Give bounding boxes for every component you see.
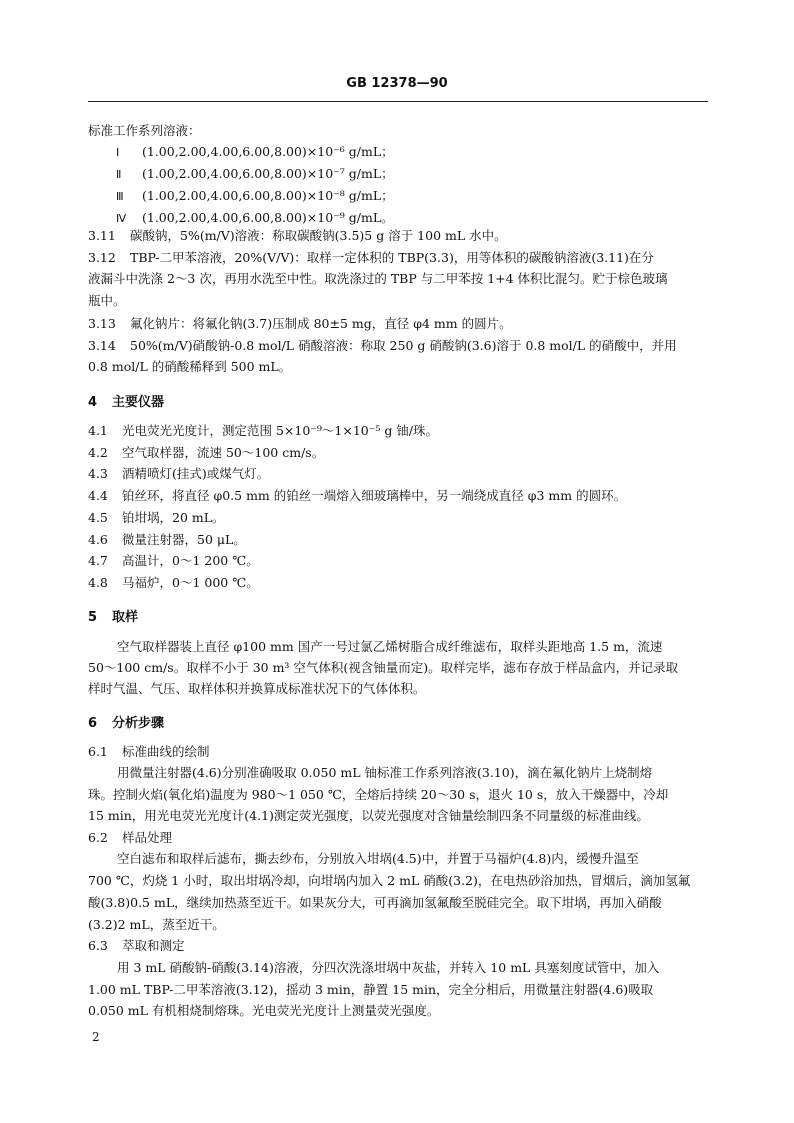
paragraph-line: 空白滤布和取样后滤布，撕去纱布，分别放入坩埚(4.5)中，并置于马福炉(4.8)内，缓慢升温至 (117, 852, 639, 866)
section-heading-4 (88, 395, 164, 410)
clause-4-7 (88, 554, 708, 568)
page-number: 2 (92, 1030, 100, 1044)
clause-text: 光电荧光光度计，测定范围 5×10⁻⁹～1×10⁻⁵ g 铀/珠。 (122, 424, 439, 438)
clause-4-3 (88, 467, 708, 481)
series-values: (1.00,2.00,4.00,6.00,8.00)×10⁻⁸ g/mL； (142, 189, 394, 203)
roman-numeral: Ⅰ (116, 146, 120, 159)
clause-text: 微量注射器，50 μL。 (122, 533, 246, 547)
clause-number: 3.14 (88, 339, 116, 353)
series-values: (1.00,2.00,4.00,6.00,8.00)×10⁻⁹ g/mL。 (142, 211, 394, 225)
roman-numeral: Ⅳ (116, 212, 127, 225)
series-values: (1.00,2.00,4.00,6.00,8.00)×10⁻⁶ g/mL； (142, 145, 394, 159)
std-series-row (88, 167, 708, 182)
clause-number: 4.5 (88, 511, 108, 525)
section-number: 5 (88, 610, 98, 625)
header-rule (88, 101, 708, 102)
series-values: (1.00,2.00,4.00,6.00,8.00)×10⁻⁷ g/mL； (142, 167, 394, 181)
clause-text: 铂坩埚，20 mL。 (122, 511, 225, 525)
subsection-title: 样品处理 (122, 831, 173, 845)
section-title: 分析步骤 (112, 716, 165, 731)
paragraph-line: 用 3 mL 硝酸钠-硝酸(3.14)溶液，分四次洗涤坩埚中灰盐，并转入 10 mL 具塞刻度试管中，加入 (117, 961, 660, 975)
subsection-title: 萃取和测定 (122, 939, 185, 953)
clause-3-13 (88, 317, 708, 331)
clause-number: 4.1 (88, 424, 108, 438)
clause-text: 50%(m/V)硝酸钠-0.8 mol/L 硝酸溶液：称取 250 g 硝酸钠(3.6)溶于 0.8 mol/L 的硝酸中，并用 (130, 339, 677, 353)
std-series-heading: 标准工作系列溶液： (88, 124, 201, 138)
paragraph-line: (3.2)2 mL，蒸至近干。 (88, 918, 225, 932)
section-number: 6 (88, 716, 98, 731)
clause-text: TBP-二甲苯溶液，20%(V/V)：取样一定体积的 TBP(3.3)，用等体积的碳酸钠溶液(3.11)在分 (130, 251, 654, 265)
section-title: 主要仪器 (112, 395, 165, 410)
standard-code-header: GB 12378—90 (346, 76, 448, 91)
clause-3-14 (88, 339, 708, 353)
clause-text: 高温计，0～1 200 ℃。 (122, 554, 259, 568)
subsection-title: 标准曲线的绘制 (122, 745, 210, 759)
paragraph-line: 700 ℃，灼烧 1 小时，取出坩埚冷却，向坩埚内加入 2 mL 硝酸(3.2)，在电热砂浴加热，冒烟后，滴加氢氟 (88, 874, 691, 888)
paragraph-line: 珠。控制火焰(氧化焰)温度为 980～1 050 ℃，全熔后持续 20～30 s，退火 10 s，放入干燥器中，冷却 (88, 788, 669, 802)
clause-number: 3.12 (88, 251, 116, 265)
std-series-row (88, 145, 708, 160)
clause-number: 4.4 (88, 489, 108, 503)
clause-4-6 (88, 533, 708, 547)
section-number: 4 (88, 395, 98, 410)
clause-number: 4.2 (88, 446, 108, 460)
std-series-row (88, 211, 708, 226)
clause-text: 空气取样器，流速 50～100 cm/s。 (122, 446, 325, 460)
subsection-6-3 (88, 939, 708, 953)
paragraph-line: 0.050 mL 有机相烧制熔珠。光电荧光光度计上测量荧光强度。 (88, 1004, 440, 1018)
paragraph-line: 15 min，用光电荧光光度计(4.1)测定荧光强度，以荧光强度对含铀量绘制四条不同量级的标准曲线。 (88, 809, 649, 823)
clause-text: 氟化钠片：将氟化钠(3.7)压制成 80±5 mg，直径 φ4 mm 的圆片。 (130, 317, 512, 331)
section-heading-6 (88, 716, 164, 731)
paragraph-line: 1.00 mL TBP-二甲苯溶液(3.12)，摇动 3 min，静置 15 min，完全分相后，用微量注射器(4.6)吸取 (88, 983, 654, 997)
paragraph-line: 空气取样器装上直径 φ100 mm 国产一号过氯乙烯树脂合成纤维滤布，取样头距地高 1.5 m，流速 (117, 640, 663, 654)
clause-text: 马福炉，0～1 000 ℃。 (122, 576, 259, 590)
clause-number: 6.1 (88, 745, 108, 759)
paragraph-line: 瓶中。 (88, 294, 126, 308)
clause-4-8 (88, 576, 708, 590)
clause-number: 6.3 (88, 939, 108, 953)
clause-text: 碳酸钠，5%(m/V)溶液：称取碳酸钠(3.5)5 g 溶于 100 mL 水中。 (130, 229, 507, 243)
roman-numeral: Ⅲ (116, 190, 124, 203)
clause-4-4 (88, 489, 708, 503)
section-heading-5 (88, 610, 138, 625)
std-series-row (88, 189, 708, 204)
clause-number: 4.7 (88, 554, 108, 568)
clause-3-11 (88, 229, 708, 243)
roman-numeral: Ⅱ (116, 168, 122, 181)
subsection-6-1 (88, 745, 708, 759)
clause-3-12 (88, 251, 708, 265)
paragraph-line: 0.8 mol/L 的硝酸稀释到 500 mL。 (88, 360, 292, 374)
clause-number: 4.3 (88, 467, 108, 481)
clause-number: 4.6 (88, 533, 108, 547)
paragraph-line: 50～100 cm/s。取样不小于 30 m³ 空气体积(视含铀量而定)。取样完毕，滤布存放于样品盒内，并记录取 (88, 661, 679, 675)
section-title: 取样 (112, 610, 139, 625)
clause-4-1 (88, 424, 708, 438)
clause-text: 酒精喷灯(挂式)或煤气灯。 (122, 467, 270, 481)
clause-number: 3.11 (88, 229, 116, 243)
paragraph-line: 液漏斗中洗涤 2～3 次，再用水洗至中性。取洗涤过的 TBP 与二甲苯按 1+4 体积比混匀。贮于棕色玻璃 (88, 272, 668, 286)
clause-number: 6.2 (88, 831, 108, 845)
subsection-6-2 (88, 831, 708, 845)
clause-number: 4.8 (88, 576, 108, 590)
clause-number: 3.13 (88, 317, 116, 331)
clause-4-5 (88, 511, 708, 525)
paragraph-line: 用微量注射器(4.6)分别准确吸取 0.050 mL 铀标准工作系列溶液(3.10)，滴在氟化钠片上烧制熔 (117, 766, 653, 780)
paragraph-line: 酸(3.8)0.5 mL，继续加热蒸至近干。如果灰分大，可再滴加氢氟酸至脱硅完全。取下坩埚，再加入硝酸 (88, 896, 662, 910)
clause-text: 铂丝环，将直径 φ0.5 mm 的铂丝一端熔入细玻璃棒中，另一端绕成直径 φ3 mm 的圆环。 (122, 489, 627, 503)
paragraph-line: 样时气温、气压、取样体积并换算成标准状况下的气体体积。 (88, 682, 426, 696)
clause-4-2 (88, 446, 708, 460)
